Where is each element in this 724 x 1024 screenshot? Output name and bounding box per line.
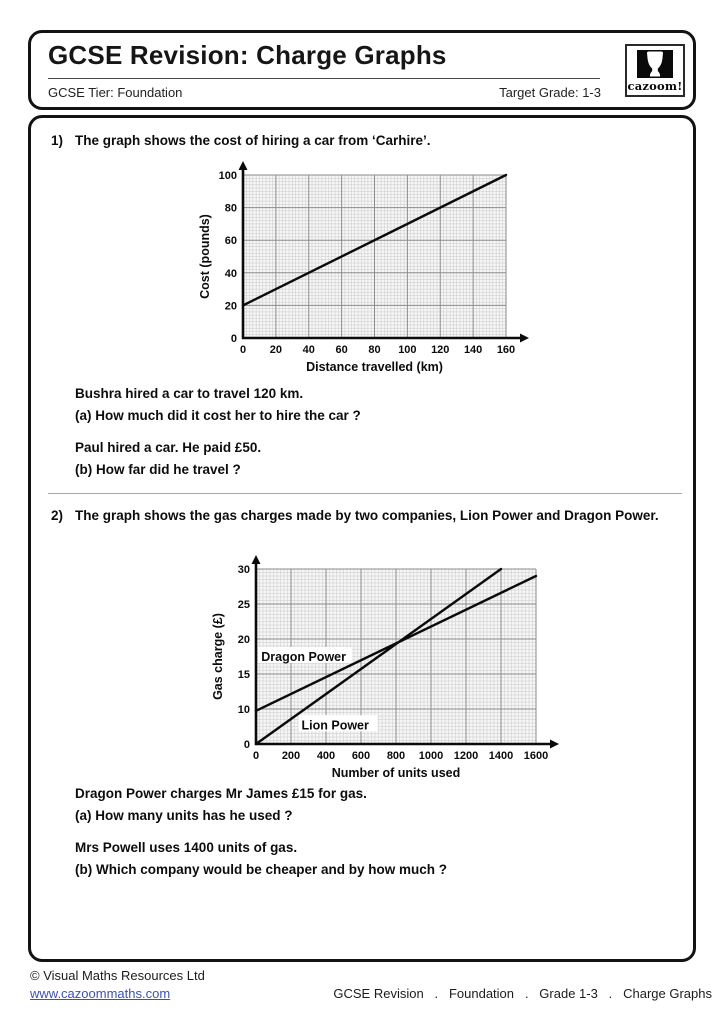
- x-tick-label: 600: [351, 750, 371, 762]
- q1-statement-a: Bushra hired a car to travel 120 km.: [75, 386, 304, 401]
- y-tick-label: 30: [237, 564, 250, 576]
- x-tick-label: 140: [463, 344, 483, 356]
- q1-part-a: (a) How much did it cost her to hire the car ?: [75, 408, 361, 423]
- x-tick-label: 60: [335, 344, 348, 356]
- spacer: [75, 827, 447, 837]
- q1-part-b: (b) How far did he travel ?: [75, 462, 241, 477]
- x-tick-label: 200: [281, 750, 301, 762]
- x-tick-label: 0: [252, 750, 260, 762]
- question-2-row: [51, 506, 659, 526]
- spacer: [75, 427, 361, 437]
- q2-statement-b: Mrs Powell uses 1400 units of gas.: [75, 840, 298, 855]
- x-tick-label: 40: [302, 344, 315, 356]
- title-rule: [48, 78, 600, 79]
- x-tick-label: 400: [316, 750, 336, 762]
- question-1-number: 1): [51, 133, 64, 148]
- cazoom-logo-text: cazoom!: [627, 79, 683, 93]
- question-2-prompt: The graph shows the gas charges made by two companies, Lion Power and Dragon Power.: [75, 508, 659, 523]
- q2-statement-a: Dragon Power charges Mr James £15 for gas.: [75, 786, 367, 801]
- y-tick-label: 0: [243, 739, 250, 751]
- x-tick-label: 1600: [523, 750, 549, 762]
- y-axis-title: Cost (pounds): [198, 214, 212, 299]
- x-tick-label: 160: [496, 344, 516, 356]
- question-1-row: [51, 131, 431, 151]
- footer: [0, 966, 724, 1024]
- section-divider: [48, 493, 682, 494]
- gas-charges-chart: [210, 555, 562, 786]
- y-tick-label: 40: [224, 267, 237, 280]
- tier-label: GCSE Tier: Foundation: [48, 85, 183, 100]
- gas-charges-chart-wrap: [210, 555, 562, 791]
- website-link[interactable]: www.cazoommaths.com: [30, 986, 171, 1001]
- x-tick-label: 1200: [453, 750, 479, 762]
- cazoom-logo: [625, 44, 685, 97]
- x-tick-label: 120: [431, 344, 450, 356]
- x-tick-label: 80: [368, 344, 381, 356]
- x-tick-label: 1000: [418, 750, 444, 762]
- question-2-text-block: [75, 783, 447, 881]
- series-label-lion-power: Lion Power: [301, 718, 369, 733]
- x-axis-title: Distance travelled (km): [306, 360, 443, 374]
- footer-breadcrumb: GCSE Revision . Foundation . Grade 1-3 . Charge Graphs: [333, 986, 712, 1001]
- question-1-text-block: [75, 383, 361, 481]
- target-grade-label: Target Grade: 1-3: [499, 85, 601, 100]
- question-1-prompt: The graph shows the cost of hiring a car from ‘Carhire’.: [75, 133, 431, 148]
- copyright-label: © Visual Maths Resources Ltd: [30, 968, 205, 983]
- x-tick-label: 20: [269, 344, 282, 356]
- series-label-dragon-power: Dragon Power: [261, 650, 346, 664]
- x-axis-title: Number of units used: [331, 766, 461, 780]
- page-title: GCSE Revision: Charge Graphs: [48, 40, 447, 70]
- x-tick-label: 0: [239, 344, 247, 356]
- y-tick-label: 25: [237, 599, 250, 611]
- y-tick-label: 20: [224, 300, 237, 313]
- worksheet-box: [28, 115, 696, 962]
- car-hire-cost-chart: [197, 161, 532, 380]
- y-tick-label: 100: [218, 170, 237, 182]
- x-tick-label: 100: [398, 344, 417, 356]
- y-tick-label: 20: [237, 634, 250, 646]
- car-hire-chart-wrap: [197, 161, 532, 385]
- header-box: [28, 30, 696, 110]
- x-tick-label: 800: [386, 750, 406, 762]
- cazoom-drum-icon: [637, 50, 673, 78]
- y-tick-label: 60: [224, 235, 237, 248]
- q2-part-b: (b) Which company would be cheaper and by how much ?: [75, 862, 448, 877]
- y-tick-label: 15: [237, 669, 250, 681]
- y-tick-label: 10: [237, 704, 250, 716]
- y-axis-title: Gas charge (£): [211, 613, 225, 700]
- y-tick-label: 0: [230, 333, 237, 345]
- x-tick-label: 1400: [488, 750, 514, 762]
- y-tick-label: 80: [224, 202, 237, 215]
- q2-part-a: (a) How many units has he used ?: [75, 808, 293, 823]
- q1-statement-b: Paul hired a car. He paid £50.: [75, 440, 262, 455]
- question-2-number: 2): [51, 508, 64, 523]
